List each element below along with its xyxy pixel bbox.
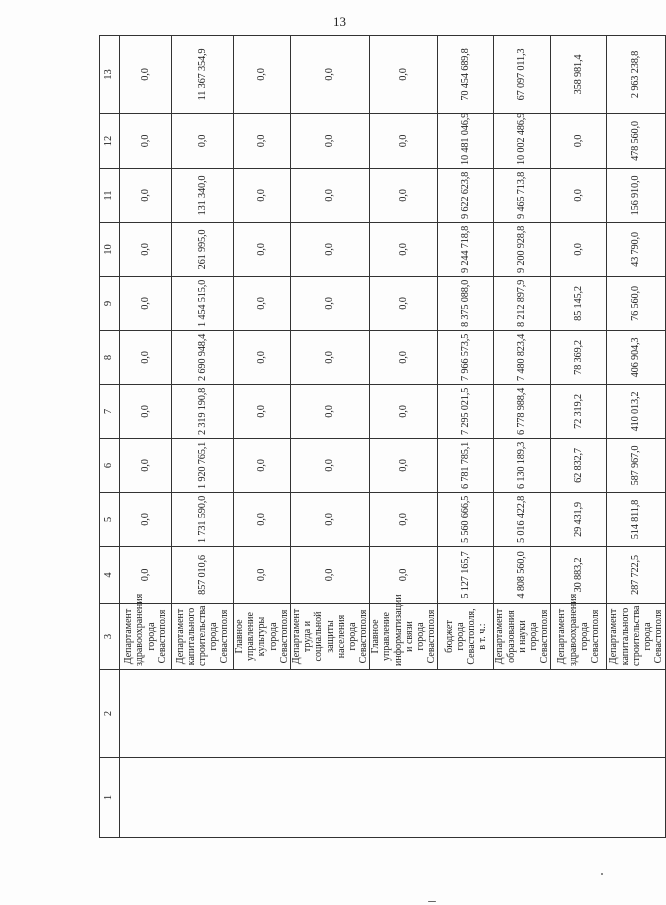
value-cell: 0,0 xyxy=(370,169,438,223)
column-header: 6 xyxy=(100,439,120,493)
value-cell: 0,0 xyxy=(234,169,291,223)
col-1-blank-cell xyxy=(120,758,666,838)
value-cell: 7 295 021,5 xyxy=(438,385,494,439)
column-header: 8 xyxy=(100,331,120,385)
value-cell: 76 560,0 xyxy=(607,277,666,331)
value-cell: 29 431,9 xyxy=(551,493,607,547)
budget-table xyxy=(99,35,666,838)
row-label: Департамент образования и науки города Севастополя xyxy=(494,604,551,670)
row-label: бюджет города Севастополя, в т. ч.: xyxy=(438,604,494,670)
row-label: Департамент здравоохранения города Севастополя xyxy=(551,604,607,670)
column-header: 5 xyxy=(100,493,120,547)
value-cell: 2 690 948,4 xyxy=(172,331,234,385)
value-cell: 10 002 486,9 xyxy=(494,114,551,169)
value-cell: 156 910,0 xyxy=(607,169,666,223)
value-cell: 857 010,6 xyxy=(172,547,234,604)
value-cell: 8 212 897,9 xyxy=(494,277,551,331)
value-cell: 514 811,8 xyxy=(607,493,666,547)
value-cell: 67 097 011,3 xyxy=(494,36,551,114)
value-cell: 9 244 718,8 xyxy=(438,223,494,277)
value-cell: 406 904,3 xyxy=(607,331,666,385)
value-cell: 9 200 928,8 xyxy=(494,223,551,277)
value-cell: 72 319,2 xyxy=(551,385,607,439)
column-header: 7 xyxy=(100,385,120,439)
value-cell: 0,0 xyxy=(370,36,438,114)
value-cell: 0,0 xyxy=(370,114,438,169)
value-cell: 0,0 xyxy=(234,493,291,547)
value-cell: 0,0 xyxy=(290,385,369,439)
value-cell: 0,0 xyxy=(370,493,438,547)
value-cell: 0,0 xyxy=(120,36,172,114)
value-cell: 7 966 573,5 xyxy=(438,331,494,385)
value-cell: 6 130 189,3 xyxy=(494,439,551,493)
value-cell: 62 832,7 xyxy=(551,439,607,493)
row-label: Департамент здравоохранения города Севастополя xyxy=(120,604,172,670)
row-label: Главное управление культуры города Севастополя xyxy=(234,604,291,670)
table-row xyxy=(120,36,172,838)
value-cell: 0,0 xyxy=(370,547,438,604)
value-cell: 0,0 xyxy=(234,114,291,169)
value-cell: 0,0 xyxy=(172,114,234,169)
scan-speck xyxy=(428,901,436,902)
value-cell: 287 722,5 xyxy=(607,547,666,604)
value-cell: 478 560,0 xyxy=(607,114,666,169)
value-cell: 2 319 190,8 xyxy=(172,385,234,439)
column-header: 1 xyxy=(100,758,120,838)
value-cell: 9 465 713,8 xyxy=(494,169,551,223)
column-header: 12 xyxy=(100,114,120,169)
value-cell: 1 920 765,1 xyxy=(172,439,234,493)
value-cell: 5 016 422,8 xyxy=(494,493,551,547)
value-cell: 0,0 xyxy=(120,385,172,439)
value-cell: 0,0 xyxy=(551,223,607,277)
value-cell: 0,0 xyxy=(370,439,438,493)
value-cell: 78 369,2 xyxy=(551,331,607,385)
value-cell: 11 367 354,9 xyxy=(172,36,234,114)
value-cell: 0,0 xyxy=(120,277,172,331)
value-cell: 0,0 xyxy=(120,547,172,604)
column-header: 3 xyxy=(100,604,120,670)
value-cell: 0,0 xyxy=(234,36,291,114)
page-number: 13 xyxy=(333,14,346,29)
value-cell: 0,0 xyxy=(120,439,172,493)
value-cell: 0,0 xyxy=(234,547,291,604)
rotated-table-frame xyxy=(99,36,665,838)
value-cell: 0,0 xyxy=(234,223,291,277)
value-cell: 70 454 689,8 xyxy=(438,36,494,114)
value-cell: 0,0 xyxy=(234,439,291,493)
value-cell: 2 963 238,8 xyxy=(607,36,666,114)
value-cell: 0,0 xyxy=(290,331,369,385)
column-header: 13 xyxy=(100,36,120,114)
column-header: 2 xyxy=(100,670,120,758)
row-label: Департамент труда и социальной защиты населения города Севастополя xyxy=(290,604,369,670)
value-cell: 358 981,4 xyxy=(551,36,607,114)
value-cell: 0,0 xyxy=(551,169,607,223)
value-cell: 10 481 046,9 xyxy=(438,114,494,169)
value-cell: 6 781 785,1 xyxy=(438,439,494,493)
value-cell: 261 995,0 xyxy=(172,223,234,277)
value-cell: 0,0 xyxy=(290,277,369,331)
value-cell: 1 454 515,0 xyxy=(172,277,234,331)
value-cell: 0,0 xyxy=(370,223,438,277)
value-cell: 30 883,2 xyxy=(551,547,607,604)
value-cell: 0,0 xyxy=(234,277,291,331)
value-cell: 0,0 xyxy=(290,223,369,277)
value-cell: 0,0 xyxy=(290,493,369,547)
value-cell: 0,0 xyxy=(120,169,172,223)
column-header: 4 xyxy=(100,547,120,604)
value-cell: 5 560 666,5 xyxy=(438,493,494,547)
value-cell: 0,0 xyxy=(120,223,172,277)
value-cell: 0,0 xyxy=(290,547,369,604)
value-cell: 0,0 xyxy=(370,331,438,385)
value-cell: 0,0 xyxy=(120,114,172,169)
value-cell: 0,0 xyxy=(370,385,438,439)
value-cell: 0,0 xyxy=(551,114,607,169)
value-cell: 0,0 xyxy=(290,439,369,493)
value-cell: 0,0 xyxy=(120,493,172,547)
value-cell: 587 967,0 xyxy=(607,439,666,493)
value-cell: 0,0 xyxy=(234,331,291,385)
value-cell: 7 480 823,4 xyxy=(494,331,551,385)
value-cell: 1 731 590,0 xyxy=(172,493,234,547)
value-cell: 0,0 xyxy=(120,331,172,385)
col-2-blank-cell xyxy=(120,670,666,758)
column-header: 11 xyxy=(100,169,120,223)
value-cell: 0,0 xyxy=(370,277,438,331)
row-label: Департамент капитального строительства города Севастополя xyxy=(172,604,234,670)
header-row xyxy=(100,36,120,838)
value-cell: 131 340,0 xyxy=(172,169,234,223)
value-cell: 5 127 165,7 xyxy=(438,547,494,604)
value-cell: 9 622 623,8 xyxy=(438,169,494,223)
value-cell: 0,0 xyxy=(290,36,369,114)
value-cell: 410 013,2 xyxy=(607,385,666,439)
column-header: 9 xyxy=(100,277,120,331)
value-cell: 85 145,2 xyxy=(551,277,607,331)
value-cell: 8 375 088,0 xyxy=(438,277,494,331)
value-cell: 0,0 xyxy=(290,169,369,223)
value-cell: 4 808 560,0 xyxy=(494,547,551,604)
row-label: Главное управление информатизации и связи города Севастополя xyxy=(370,604,438,670)
value-cell: 0,0 xyxy=(290,114,369,169)
value-cell: 43 790,0 xyxy=(607,223,666,277)
value-cell: 6 778 988,4 xyxy=(494,385,551,439)
column-header: 10 xyxy=(100,223,120,277)
row-label: Департамент капитального строительства города Севастополя xyxy=(607,604,666,670)
value-cell: 0,0 xyxy=(234,385,291,439)
scan-speck xyxy=(601,873,603,875)
